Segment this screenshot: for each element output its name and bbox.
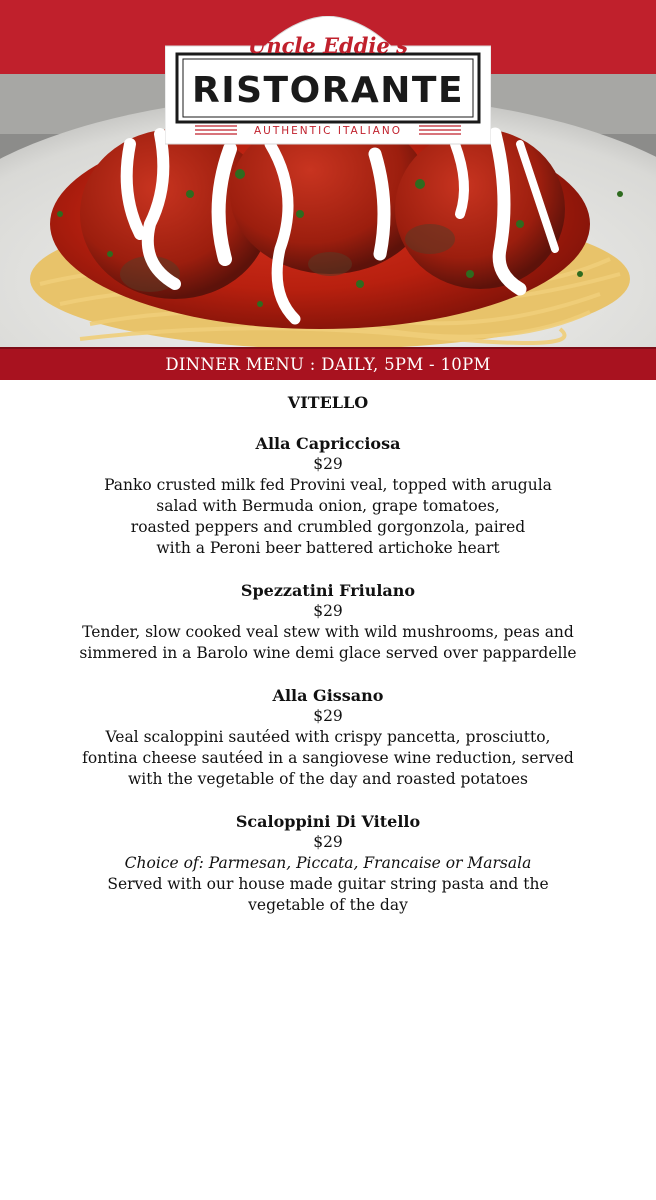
item-price: $29 <box>313 602 343 620</box>
menu-item-spezzatini-friulano <box>0 580 656 664</box>
item-description-line: with the vegetable of the day and roasted potatoes <box>128 770 528 788</box>
item-description-line: with a Peroni beer battered artichoke heart <box>156 539 500 557</box>
item-name: Alla Capricciosa <box>255 434 401 453</box>
item-price: $29 <box>313 833 343 851</box>
menu-item-scaloppini-di-vitello <box>0 811 656 916</box>
hero-header <box>0 0 656 380</box>
item-name: Alla Gissano <box>272 686 384 705</box>
item-description-line: Veal scaloppini sautéed with crispy pancetta, prosciutto, <box>105 728 551 746</box>
item-description-line: roasted peppers and crumbled gorgonzola, paired <box>130 518 526 536</box>
item-description-line: salad with Bermuda onion, grape tomatoes, <box>156 497 500 515</box>
item-price: $29 <box>313 455 343 473</box>
item-price: $29 <box>313 707 343 725</box>
item-description-line: simmered in a Barolo wine demi glace served over pappardelle <box>79 644 577 662</box>
logo-tagline-text: AUTHENTIC ITALIANO <box>254 125 402 137</box>
item-name: Spezzatini Friulano <box>240 581 416 600</box>
item-description-line: vegetable of the day <box>248 896 408 914</box>
section-title: VITELLO <box>287 393 369 412</box>
item-description-line: Served with our house made guitar string pasta and the <box>107 875 549 893</box>
item-description-line: Tender, slow cooked veal stew with wild mushrooms, peas and <box>82 623 574 641</box>
dinner-hours-banner <box>0 347 656 380</box>
uncle-eddies-logo <box>165 16 491 146</box>
logo-main-text: RISTORANTE <box>191 70 465 111</box>
logo-script-text: Uncle Eddie's <box>248 33 408 58</box>
menu-item-alla-capricciosa <box>0 433 656 559</box>
item-choice-line: Choice of: Parmesan, Piccata, Francaise or Marsala <box>124 854 532 872</box>
item-description-line: Panko crusted milk fed Provini veal, topped with arugula <box>104 476 552 494</box>
dinner-hours-text: DINNER MENU : DAILY, 5PM - 10PM <box>165 355 491 374</box>
menu-item-alla-gissano <box>0 685 656 790</box>
item-name: Scaloppini Di Vitello <box>235 812 421 831</box>
item-description-line: fontina cheese sautéed in a sangiovese wine reduction, served <box>82 749 574 767</box>
menu-content <box>0 392 656 937</box>
